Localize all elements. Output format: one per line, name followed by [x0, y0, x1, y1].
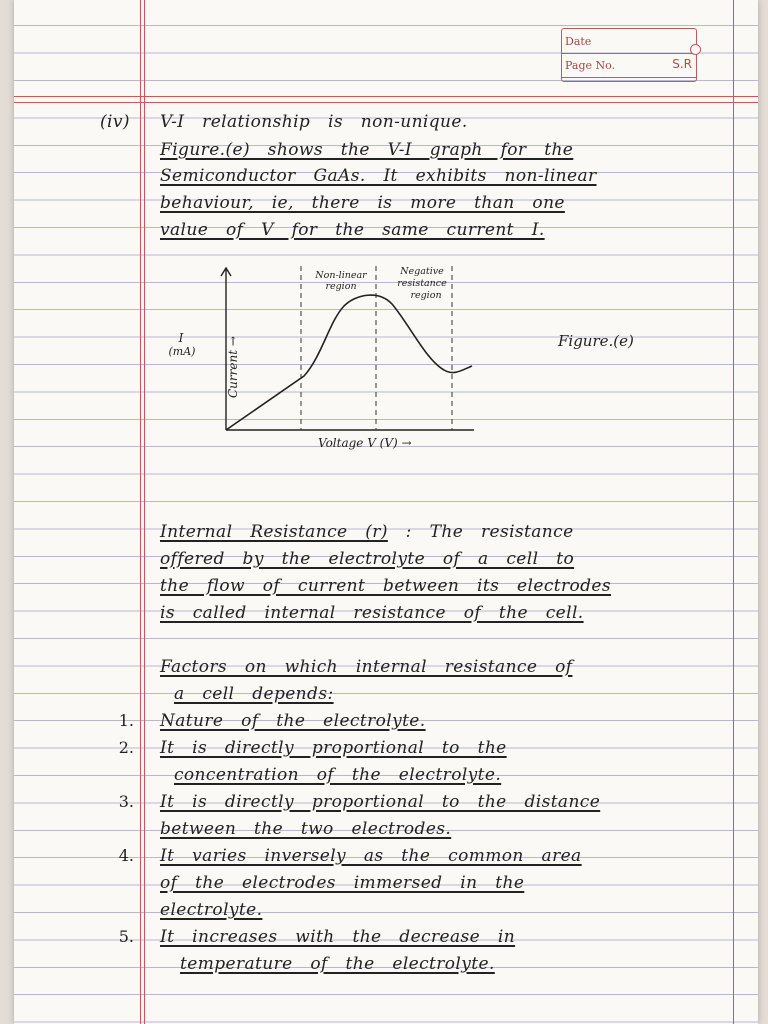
sr-label: S.R: [672, 57, 692, 71]
section-line: Figure.(e) shows the V-I graph for the: [160, 140, 574, 160]
factor-line: It is directly proportional to the: [160, 738, 507, 758]
factor-line: concentration of the electrolyte.: [174, 765, 502, 785]
figure-caption: Figure.(e): [558, 332, 634, 350]
definition-first-line: [160, 522, 574, 542]
section-heading: V-I relationship is non-unique.: [160, 112, 468, 132]
section-line: behaviour, ie, there is more than one: [160, 193, 565, 213]
date-row: [562, 31, 696, 54]
factor-line: temperature of the electrolyte.: [180, 954, 495, 974]
notebook-page: [14, 0, 758, 1024]
definition-line: is called internal resistance of the cell.: [160, 603, 584, 623]
factor-number: 2.: [118, 738, 134, 757]
y-unit-label: I: [178, 331, 184, 345]
factor-number: 4.: [118, 846, 134, 865]
factor-line: between the two electrodes.: [160, 819, 452, 839]
date-label: Date: [565, 35, 592, 48]
x-axis-label: Voltage V (V) →: [318, 436, 412, 450]
internal-resistance-term: Internal Resistance (r): [160, 522, 388, 542]
factor-line: Nature of the electrolyte.: [160, 711, 426, 731]
section-marker: (iv): [100, 112, 130, 132]
definition-line: : The resistance: [405, 522, 574, 542]
factor-number: 3.: [118, 792, 134, 811]
vi-graph-sketch: [144, 258, 744, 458]
factor-number: 5.: [118, 927, 134, 946]
negative-region-label: region: [410, 290, 442, 301]
factor-line: It varies inversely as the common area: [160, 846, 582, 866]
negative-region-label: resistance: [397, 278, 447, 289]
factors-heading: a cell depends:: [174, 684, 334, 704]
definition-line: the flow of current between its electrodes: [160, 576, 611, 596]
y-axis-label: Current →: [226, 336, 240, 398]
negative-region-label: Negative: [400, 266, 444, 277]
nonlinear-region-label: region: [325, 281, 357, 292]
nonlinear-region-label: Non-linear: [315, 270, 367, 281]
factor-line: of the electrodes immersed in the: [160, 873, 525, 893]
header-double-rule: [14, 96, 758, 103]
factor-line: It increases with the decrease in: [160, 927, 516, 947]
section-line: value of V for the same current I.: [160, 220, 545, 240]
factor-line: electrolyte.: [160, 900, 263, 920]
vi-curve: [226, 295, 472, 430]
y-unit-label: (mA): [168, 345, 196, 358]
binder-hole: [690, 44, 701, 55]
left-margin-line: [140, 0, 145, 1024]
page-no-label: Page No.: [565, 59, 616, 72]
factor-line: It is directly proportional to the distance: [160, 792, 601, 812]
factor-number: 1.: [118, 711, 134, 730]
definition-line: offered by the electrolyte of a cell to: [160, 549, 575, 569]
section-line: Semiconductor GaAs. It exhibits non-linear: [160, 166, 597, 186]
factors-heading: Factors on which internal resistance of: [160, 657, 573, 677]
right-margin-line: [733, 0, 734, 1024]
date-page-box: [561, 28, 697, 82]
